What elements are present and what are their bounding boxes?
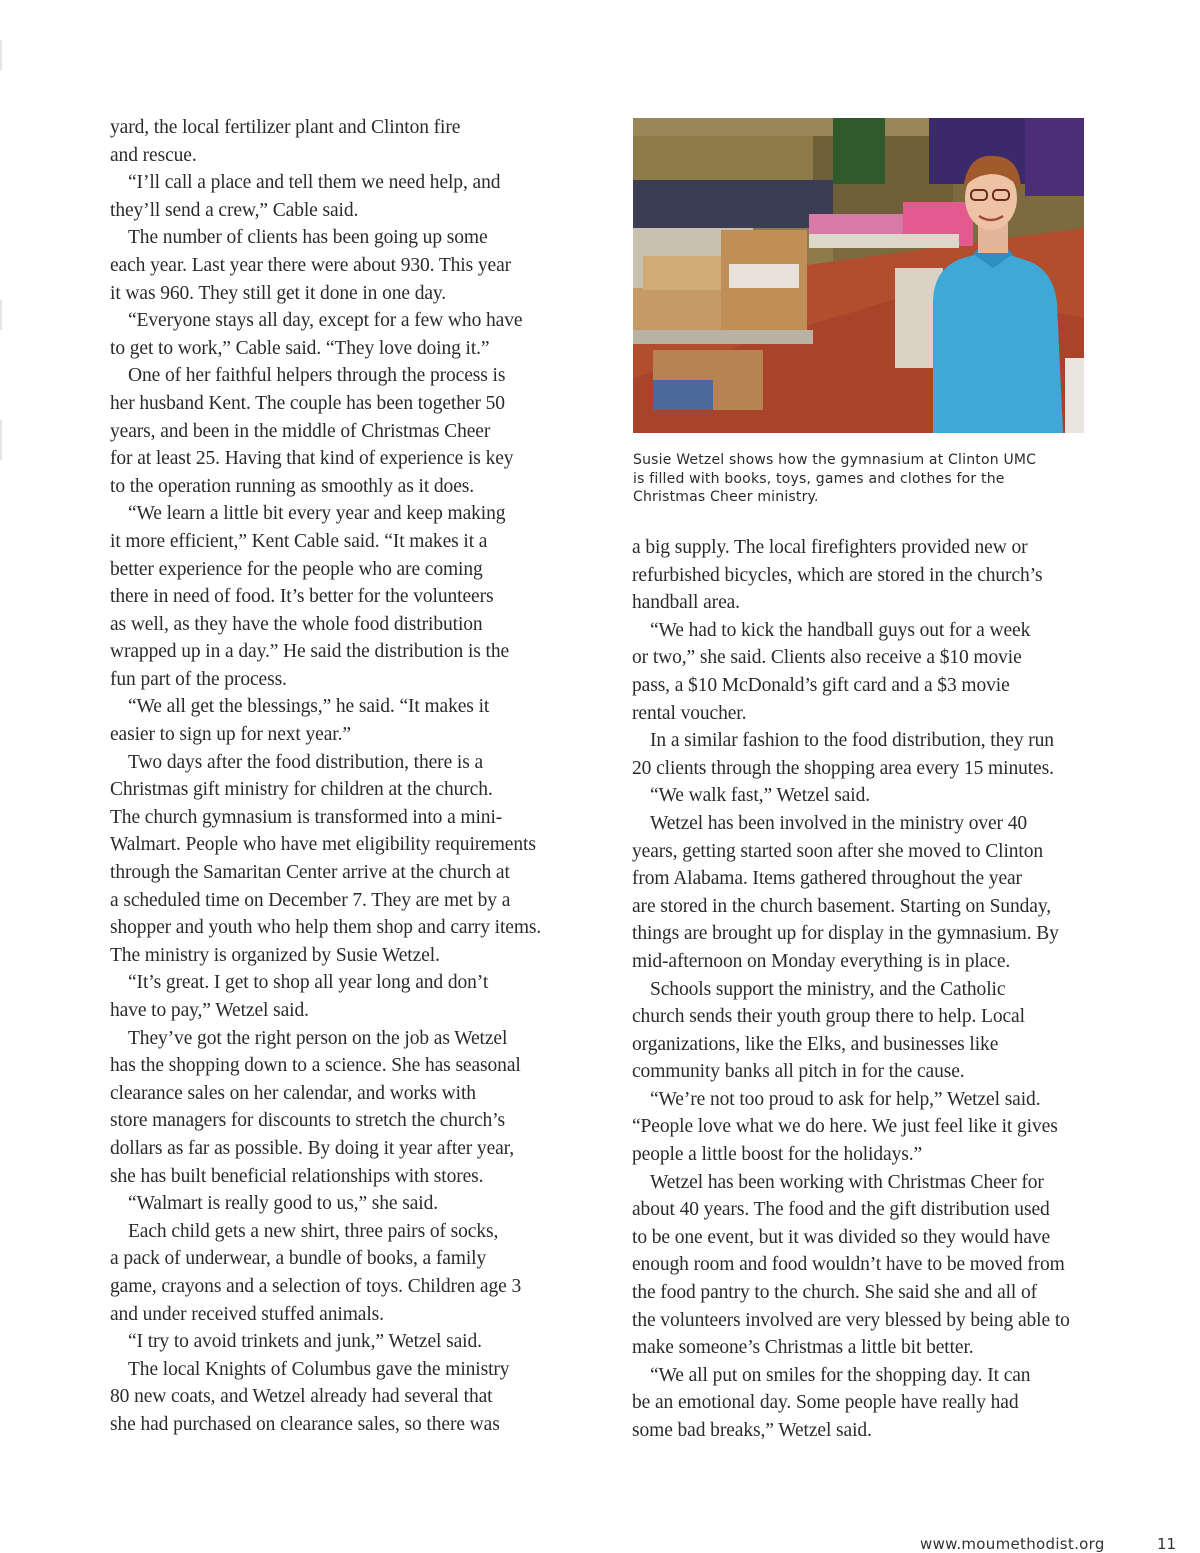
text-line: the volunteers involved are very blessed by being able to [632,1309,1070,1331]
text-line: 20 clients through the shopping area every 15 minutes. [632,757,1054,779]
text-line: Wetzel has been involved in the ministry over 40 [650,812,1028,834]
text-line: to be one event, but it was divided so they would have [632,1226,1051,1248]
text-line: mid-afternoon on Monday everything is in place. [632,950,1011,972]
text-line: store managers for discounts to stretch the church’s [110,1110,505,1132]
edge-mark [0,40,2,70]
text-line: a big supply. The local firefighters provided new or [632,537,1028,558]
text-line: each year. Last year there were about 930. This year [110,254,512,276]
text-line: organizations, like the Elks, and businesses like [632,1033,999,1055]
text-line: things are brought up for display in the gymnasium. By [632,923,1059,945]
edge-mark [0,420,2,460]
photo-caption [633,451,1093,507]
article-column-right [632,534,1092,1445]
text-line: Each child gets a new shirt, three pairs of socks, [128,1220,499,1242]
text-line: The local Knights of Columbus gave the ministry [128,1358,510,1380]
text-line: shopper and youth who help them shop and carry items. [110,917,542,939]
text-line: there in need of food. It’s better for the volunteers [110,586,494,608]
text-line: clearance sales on her calendar, and works with [110,1082,476,1104]
text-line: “People love what we do here. We just feel like it gives [632,1116,1058,1138]
text-line: pass, a $10 McDonald’s gift card and a $3 movie [632,674,1010,696]
text-line: her husband Kent. The couple has been together 50 [110,392,505,414]
text-line: it was 960. They still get it done in one day. [110,282,447,304]
text-line: yard, the local fertilizer plant and Clinton fire [110,117,461,138]
text-line: as well, as they have the whole food distribution [110,613,483,635]
text-line: has the shopping down to a science. She has seasonal [110,1055,521,1077]
text-line: about 40 years. The food and the gift distribution used [632,1199,1050,1221]
caption-line: Susie Wetzel shows how the gymnasium at Clinton UMC [633,452,1037,468]
article-photo [633,118,1084,433]
page-number: 11 [1157,1535,1177,1553]
text-line: are stored in the church basement. Starting on Sunday, [632,895,1051,917]
text-line: rental voucher. [632,702,747,724]
text-line: and under received stuffed animals. [110,1303,384,1325]
text-line: people a little boost for the holidays.” [632,1144,923,1166]
text-line: church sends their youth group there to help. Local [632,1006,1025,1028]
text-line: for at least 25. Having that kind of experience is key [110,448,514,470]
text-line: refurbished bicycles, which are stored in the church’s [632,564,1043,586]
caption-line: Christmas Cheer ministry. [633,489,819,505]
text-line: “Everyone stays all day, except for a few who have [128,310,523,332]
text-line: to the operation running as smoothly as it does. [110,475,475,497]
text-line: Christmas gift ministry for children at the church. [110,779,493,801]
text-line: some bad breaks,” Wetzel said. [632,1420,872,1441]
text-line: In a similar fashion to the food distribution, they run [650,730,1054,752]
text-line: “We learn a little bit every year and keep making [128,503,506,525]
text-line: They’ve got the right person on the job as Wetzel [128,1027,508,1049]
text-line: The number of clients has been going up some [128,227,488,249]
text-line: One of her faithful helpers through the process is [128,365,506,387]
text-line: The church gymnasium is transformed into a mini- [110,806,503,828]
text-line: handball area. [632,592,740,614]
text-line: make someone’s Christmas a little bit better. [632,1337,974,1359]
text-line: fun part of the process. [110,668,287,690]
text-line: a pack of underwear, a bundle of books, a family [110,1248,487,1270]
text-line: “We walk fast,” Wetzel said. [650,785,871,807]
text-line: or two,” she said. Clients also receive a $10 movie [632,647,1022,669]
text-line: “We all put on smiles for the shopping day. It can [650,1364,1031,1386]
text-line: Walmart. People who have met eligibility requirements [110,834,536,856]
text-line: to get to work,” Cable said. “They love doing it.” [110,337,490,359]
text-line: dollars as far as possible. By doing it year after year, [110,1137,515,1159]
text-line: “I try to avoid trinkets and junk,” Wetzel said. [128,1331,482,1353]
text-line: “I’ll call a place and tell them we need help, and [128,172,501,194]
edge-mark [0,300,2,330]
text-line: “It’s great. I get to shop all year long and don’t [128,972,489,994]
text-line: the food pantry to the church. She said she and all of [632,1282,1038,1304]
text-line: community banks all pitch in for the cause. [632,1061,965,1083]
text-line: through the Samaritan Center arrive at the church at [110,862,510,884]
gymnasium-photo [633,118,1084,433]
text-line: “We’re not too proud to ask for help,” Wetzel said. [650,1088,1041,1110]
text-line: wrapped up in a day.” He said the distribution is the [110,641,510,663]
text-line: enough room and food wouldn’t have to be moved from [632,1254,1065,1276]
text-line: years, and been in the middle of Christmas Cheer [110,420,491,442]
caption-line: is filled with books, toys, games and clothes for the [633,470,1005,487]
text-line: a scheduled time on December 7. They are met by a [110,889,511,911]
article-column-left [110,114,570,1439]
text-line: Two days after the food distribution, there is a [128,751,484,773]
text-line: they’ll send a crew,” Cable said. [110,199,359,221]
text-line: it more efficient,” Kent Cable said. “It makes it a [110,530,488,552]
text-line: 80 new coats, and Wetzel already had several that [110,1386,493,1408]
text-line: The ministry is organized by Susie Wetzel. [110,944,440,966]
text-line: better experience for the people who are coming [110,558,483,580]
text-line: years, getting started soon after she moved to Clinton [632,840,1044,862]
text-line: Wetzel has been working with Christmas Cheer for [650,1171,1044,1193]
text-line: “We all get the blessings,” he said. “It makes it [128,696,490,718]
footer-website-link[interactable]: www.moumethodist.org [920,1535,1105,1553]
text-line: “We had to kick the handball guys out for a week [650,619,1031,641]
text-line: she has built beneficial relationships with stores. [110,1165,484,1187]
text-line: game, crayons and a selection of toys. Children age 3 [110,1275,522,1297]
text-line: Schools support the ministry, and the Catholic [650,978,1006,1000]
text-line: have to pay,” Wetzel said. [110,1000,309,1021]
text-line: from Alabama. Items gathered throughout the year [632,868,1022,890]
text-line: “Walmart is really good to us,” she said. [128,1193,439,1215]
text-line: and rescue. [110,144,197,166]
text-line: easier to sign up for next year.” [110,724,351,746]
text-line: she had purchased on clearance sales, so there was [110,1413,500,1435]
text-line: be an emotional day. Some people have really had [632,1392,1019,1414]
